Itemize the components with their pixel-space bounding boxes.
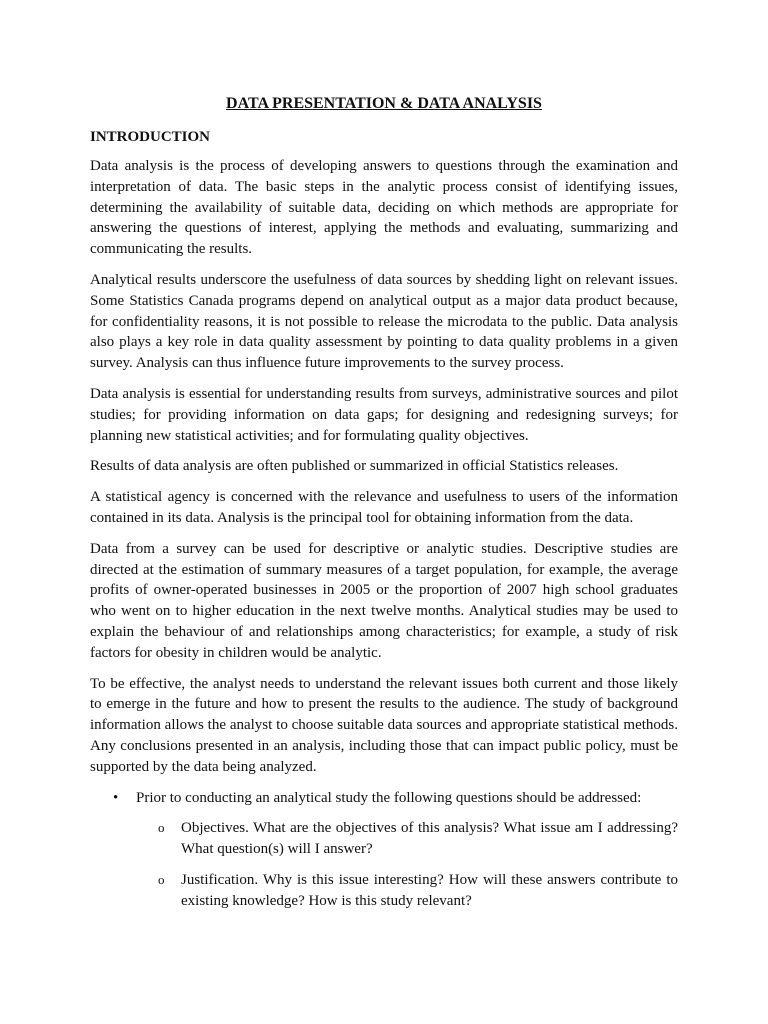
sub-marker: o [158,871,165,887]
bullet-marker: • [113,789,119,806]
bullet-list [90,788,678,912]
section-heading-introduction: INTRODUCTION [90,129,211,145]
paragraph-6: Data from a survey can be used for descriptive or analytic studies. Descriptive studies are directed at the estimation of summary measures of a target population, for example, the average profits of owner-operated businesses in 2005 or the proportion of 2007 high school graduates who went on to higher education in the next twelve months. Analytical studies may be used to explain the behaviour of and relationships among characteristics; for example, a study of risk factors for obesity in children would be analytic. [90,540,678,661]
paragraph-7: To be effective, the analyst needs to understand the relevant issues both current and those likely to emerge in the future and how to present the results to the audience. The study of background information allows the analyst to choose suitable data sources and appropriate statistical methods. Any conclusions presented in an analysis, including those that can impact public policy, must be supported by the data being analyzed. [90,675,678,775]
bullet-text: Prior to conducting an analytical study the following questions should be addressed: [136,789,642,806]
paragraph-2: Analytical results underscore the usefulness of data sources by shedding light on relevant issues. Some Statistics Canada programs depend on analytical output as a major data product because, for confidentiality reasons, it is not possible to release the microdata to the public. Data analysis also plays a key role in data quality assessment by pointing to data quality problems in a given survey. Analysis can thus influence future improvements to the survey process. [90,271,678,372]
paragraph-4: Results of data analysis are often published or summarized in official Statistics releases. [90,458,619,475]
bullet-item [90,788,678,912]
document-title: DATA PRESENTATION & DATA ANALYSIS [226,95,542,112]
paragraph-3: Data analysis is essential for understanding results from surveys, administrative sources and pilot studies; for providing information on data gaps; for designing and redesigning surveys; for planning new statistical activities; and for formulating quality objectives. [90,385,678,444]
sub-item-text: Objectives. What are the objectives of this analysis? What issue am I addressing? What question(s) will I answer? [181,820,678,858]
paragraph-5: A statistical agency is concerned with the relevance and usefulness to users of the information contained in its data. Analysis is the principal tool for obtaining information from the data. [90,489,678,526]
sub-marker: o [158,820,165,836]
paragraph-1: Data analysis is the process of developing answers to questions through the examination and interpretation of data. The basic steps in the analytic process consist of identifying issues, determining the availability of suitable data, deciding on which methods are appropriate for answering the questions of interest, applying the methods and evaluating, summarizing and communicating the results. [90,158,678,258]
sub-item-justification [136,870,678,912]
sub-item-text: Justification. Why is this issue interesting? How will these answers contribute to existing knowledge? How is this study relevant? [181,871,678,909]
sub-item-objectives [136,818,678,860]
sub-list [136,818,678,911]
